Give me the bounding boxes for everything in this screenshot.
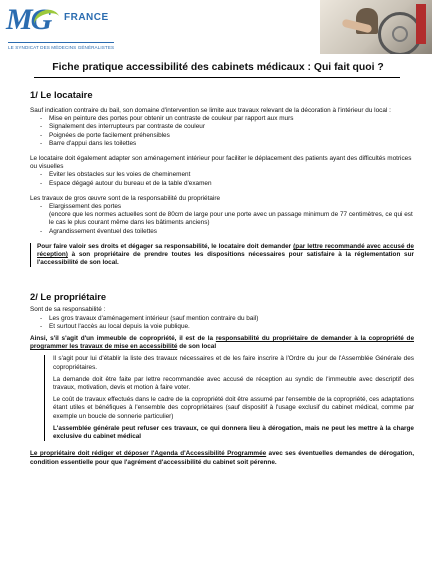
page-header	[0, 0, 432, 56]
list-item: - Barre d'appui dans les toilettes	[40, 140, 414, 148]
paragraph: Sauf indication contraire du bail, son domaine d'intervention se limite aux travaux relevant de la décoration à l'intérieur du local :	[30, 107, 391, 114]
paragraph: L'assemblée générale peut refuser ces travaux, ce qui donnera lieu à dérogation, mais ne peut les mettre à la charge exclusive du cabinet médical	[53, 424, 414, 441]
highlight-paragraph: Pour faire valoir ses droits et dégager sa responsabilité, le locataire doit demander (par lettre recommandé avec accusé de réception) à son propriétaire de prendre toutes les dispositions nécessaires pour satisfaire à la réglementation sur l'accessibilité de son local.	[30, 243, 414, 268]
bullet-list	[40, 203, 414, 211]
logo-brand: FRANCE	[64, 12, 109, 23]
list-item: - Poignées de porte facilement préhensibles	[40, 132, 414, 140]
list-item: - Agrandissement éventuel des toilettes	[40, 228, 414, 236]
section-heading-proprietaire: 2/ Le propriétaire	[30, 291, 107, 303]
paragraph: Le locataire doit également adapter son aménagement intérieur pour faciliter le déplacement des patients ayant des difficultés motrices ou visuelles	[30, 155, 412, 171]
bullet-list	[40, 171, 414, 187]
logo-tagline: LE SYNDICAT DES MÉDECINS GÉNÉRALISTES	[8, 45, 115, 50]
list-item: - Espace dégagé autour du bureau et de la table d'examen	[40, 180, 414, 188]
bullet-list	[40, 115, 414, 148]
wheelchair-photo	[320, 0, 432, 54]
logo-divider	[8, 42, 114, 43]
paragraph: Sont de sa responsabilité :	[30, 306, 106, 314]
bullet-list	[40, 315, 414, 331]
list-item: - Signalement des interrupteurs par contraste de couleur	[40, 123, 414, 131]
subsection-block	[44, 355, 414, 441]
paragraph: Les travaux de gros œuvre sont de la responsabilité du propriétaire	[30, 194, 221, 202]
list-item: - Et surtout l'accès au local depuis la voie publique.	[40, 323, 414, 331]
page-title: Fiche pratique accessibilité des cabinets médicaux : Qui fait quoi ?	[52, 62, 384, 73]
list-item: - Elargissement des portes	[40, 203, 414, 211]
logo-monogram: MG	[6, 3, 51, 36]
mg-france-logo	[4, 4, 120, 52]
list-note: (encore que les normes actuelles sont de 80cm de large pour une porte avec un passage minimum de 77 centimètres, ce qui est le cas le plus courant même dans les bâtiments anciens)	[49, 211, 413, 227]
paragraph: Ainsi, s'il s'agit d'un immeuble de copropriété, il est de la responsabilité du propriétaire de demander à la copropriété de programmer les travaux de mise en accessibilité de son local	[30, 335, 415, 351]
section-heading-locataire: 1/ Le locataire	[30, 89, 93, 100]
paragraph: Il s'agit pour lui d'établir la liste des travaux nécessaires et de les faire inscrire à l'Ordre du jour de l'Assemblée Générale des copropriétaires.	[53, 355, 414, 371]
list-item: - Eviter les obstacles sur les voies de cheminement	[40, 171, 414, 179]
title-underline	[34, 77, 400, 78]
paragraph: La demande doit être faite par lettre recommandée avec accusé de réception au syndic de l'immeuble avec descriptif des travaux, motivation, devis et motion à faire voter.	[53, 375, 414, 392]
conclusion-paragraph: Le propriétaire doit rédiger et déposer l'Agenda d'Accessibilité Programmée avec ses éventuelles demandes de dérogation, condition essentielle pour que l'agrément d'accessibilité du cabinet soit pérenne.	[30, 450, 414, 466]
document-body	[30, 89, 414, 467]
bullet-list	[40, 228, 414, 236]
list-item: - Mise en peinture des portes pour obtenir un contraste de couleur par rapport aux murs	[40, 115, 414, 123]
paragraph: Le coût de travaux effectués dans le cadre de la copropriété doit être assumé par l'ensemble de la copropriété, ces adaptations étant utiles et bénéfiques à l'ensemble des copropriétaires (sauf dispositif à l'usage exclusif du cabinet médical, comme par exemple un boucle de sonnerie particulier)	[53, 396, 414, 420]
list-item: - Les gros travaux d'aménagement intérieur (sauf mention contraire du bail)	[40, 315, 414, 323]
